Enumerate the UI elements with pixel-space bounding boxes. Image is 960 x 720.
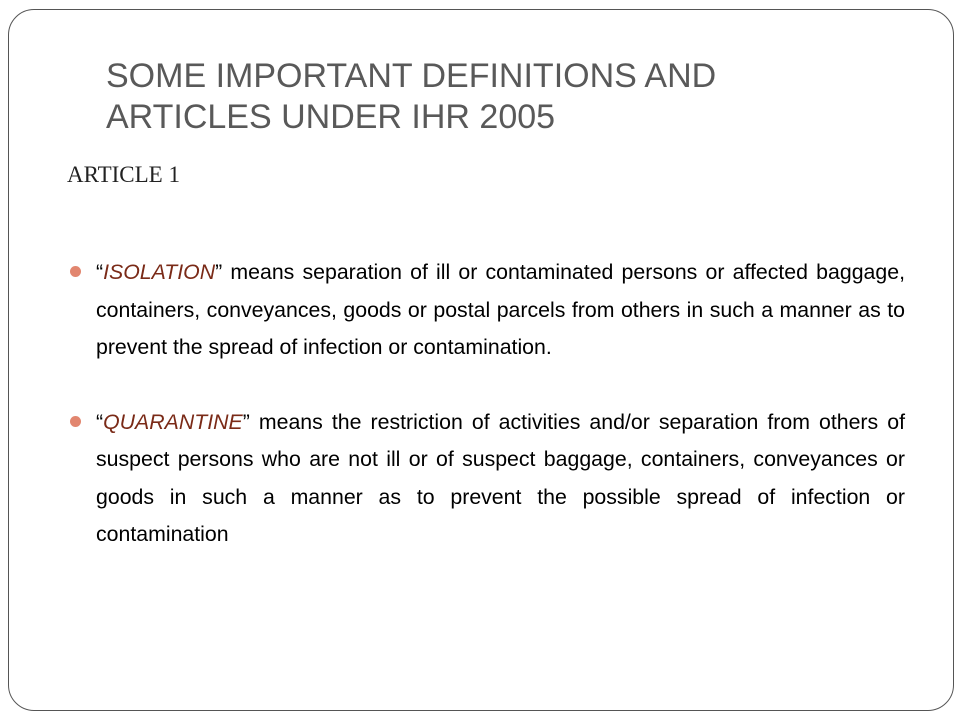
open-quote: “ <box>96 260 104 284</box>
title-line: SOME IMPORTANT DEFINITIONS AND <box>106 57 717 95</box>
definition-isolation <box>70 254 905 367</box>
close-quote: ” <box>215 260 223 284</box>
bullet-icon <box>70 416 81 427</box>
close-quote: ” <box>242 409 250 434</box>
definition-term: ISOLATION <box>103 260 216 284</box>
definition-text: means separation of ill or contaminated persons or affected baggage, containers, conveyances, goods or postal parcels from others in such a manner as to prevent the spread of infection or contamination. <box>96 260 905 359</box>
definition-term: QUARANTINE <box>103 409 243 434</box>
open-quote: “ <box>96 409 104 434</box>
definition-list <box>70 254 905 591</box>
bullet-icon <box>70 266 81 277</box>
slide-title <box>106 56 906 138</box>
definition-quarantine <box>70 404 905 554</box>
title-line: ARTICLES UNDER IHR 2005 <box>106 98 556 136</box>
article-heading: ARTICLE 1 <box>67 162 180 187</box>
definition-text: means the restriction of activities and/or separation from others of suspect persons who are not ill or of suspect baggage, containers, conveyances or goods in such a manner as to prevent the possible spread of infection or contamination <box>96 409 905 546</box>
